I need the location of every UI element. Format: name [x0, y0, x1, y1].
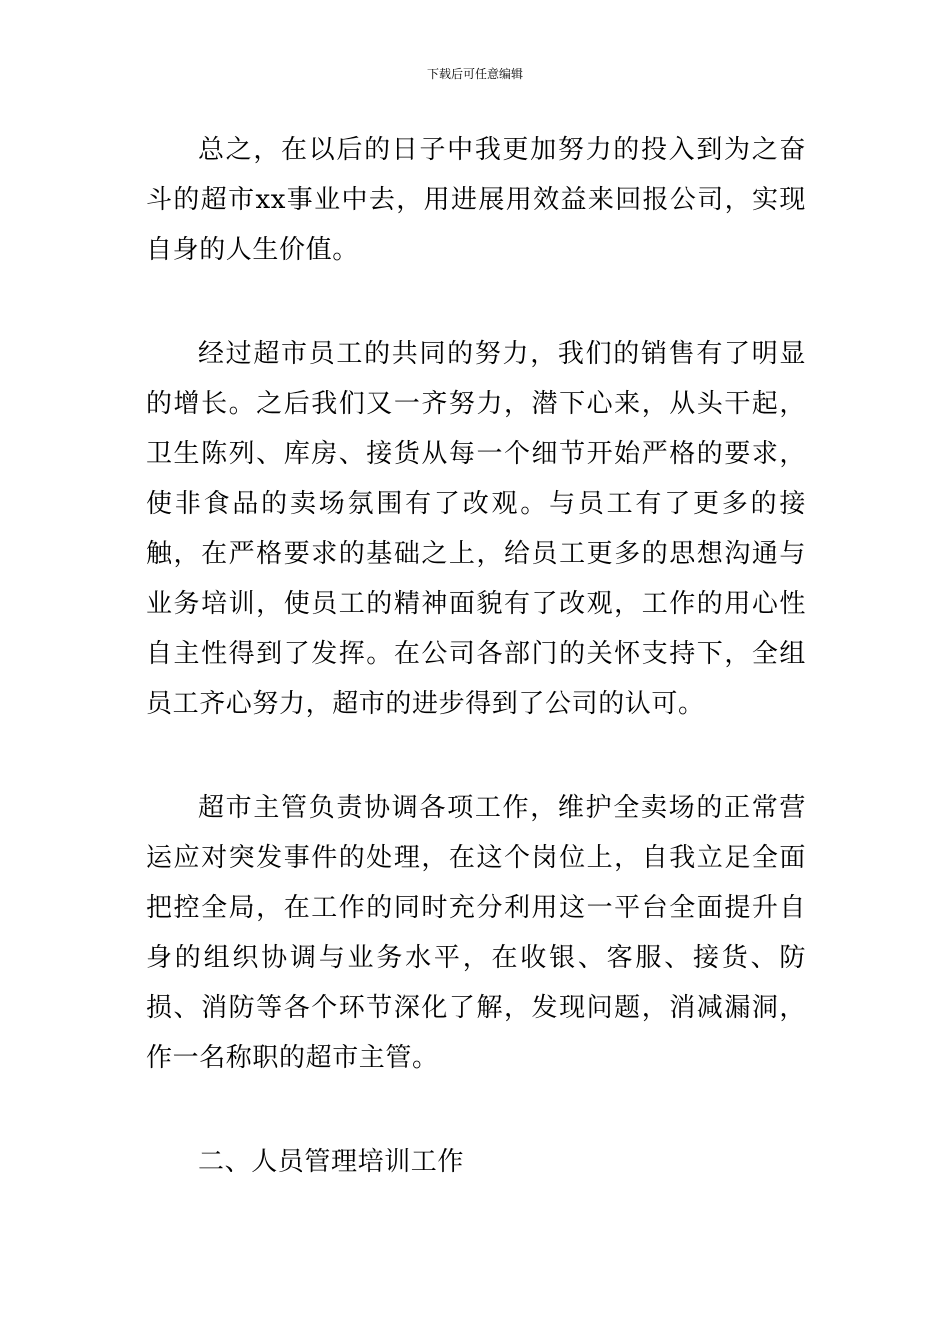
paragraph-gap [146, 729, 806, 783]
document-body [146, 125, 806, 1187]
paragraph-supervisor-duties: 超市主管负责协调各项工作，维护全卖场的正常营运应对突发事件的处理，在这个岗位上，自我立足全面把控全局，在工作的同时充分利用这一平台全面提升自身的组织协调与业务水平，在收银、客服、接货、防损、消防等各个环节深化了解，发现问题，消减漏洞，作一名称职的超市主管。 [146, 793, 806, 1073]
paragraph-sales-growth: 经过超市员工的共同的努力，我们的销售有了明显的增长。之后我们又一齐努力，潜下心来，从头干起，卫生陈列、库房、接货从每一个细节开始严格的要求，使非食品的卖场氛围有了改观。与员工有了更多的接触，在严格要求的基础之上，给员工更多的思想沟通与业务培训，使员工的精神面貌有了改观，工作的用心性自主性得到了发挥。在公司各部门的关怀支持下，全组员工齐心努力，超市的进步得到了公司的认可。 [146, 339, 806, 719]
header-note: 下载后可任意编辑 [426, 67, 523, 81]
paragraph-gap [146, 1083, 806, 1137]
section-heading: 二、人员管理培训工作 [198, 1147, 465, 1177]
paragraph-conclusion: 总之，在以后的日子中我更加努力的投入到为之奋斗的超市xx事业中去，用进展用效益来回报公司，实现自身的人生价值。 [146, 135, 806, 265]
paragraph-gap [146, 275, 806, 329]
